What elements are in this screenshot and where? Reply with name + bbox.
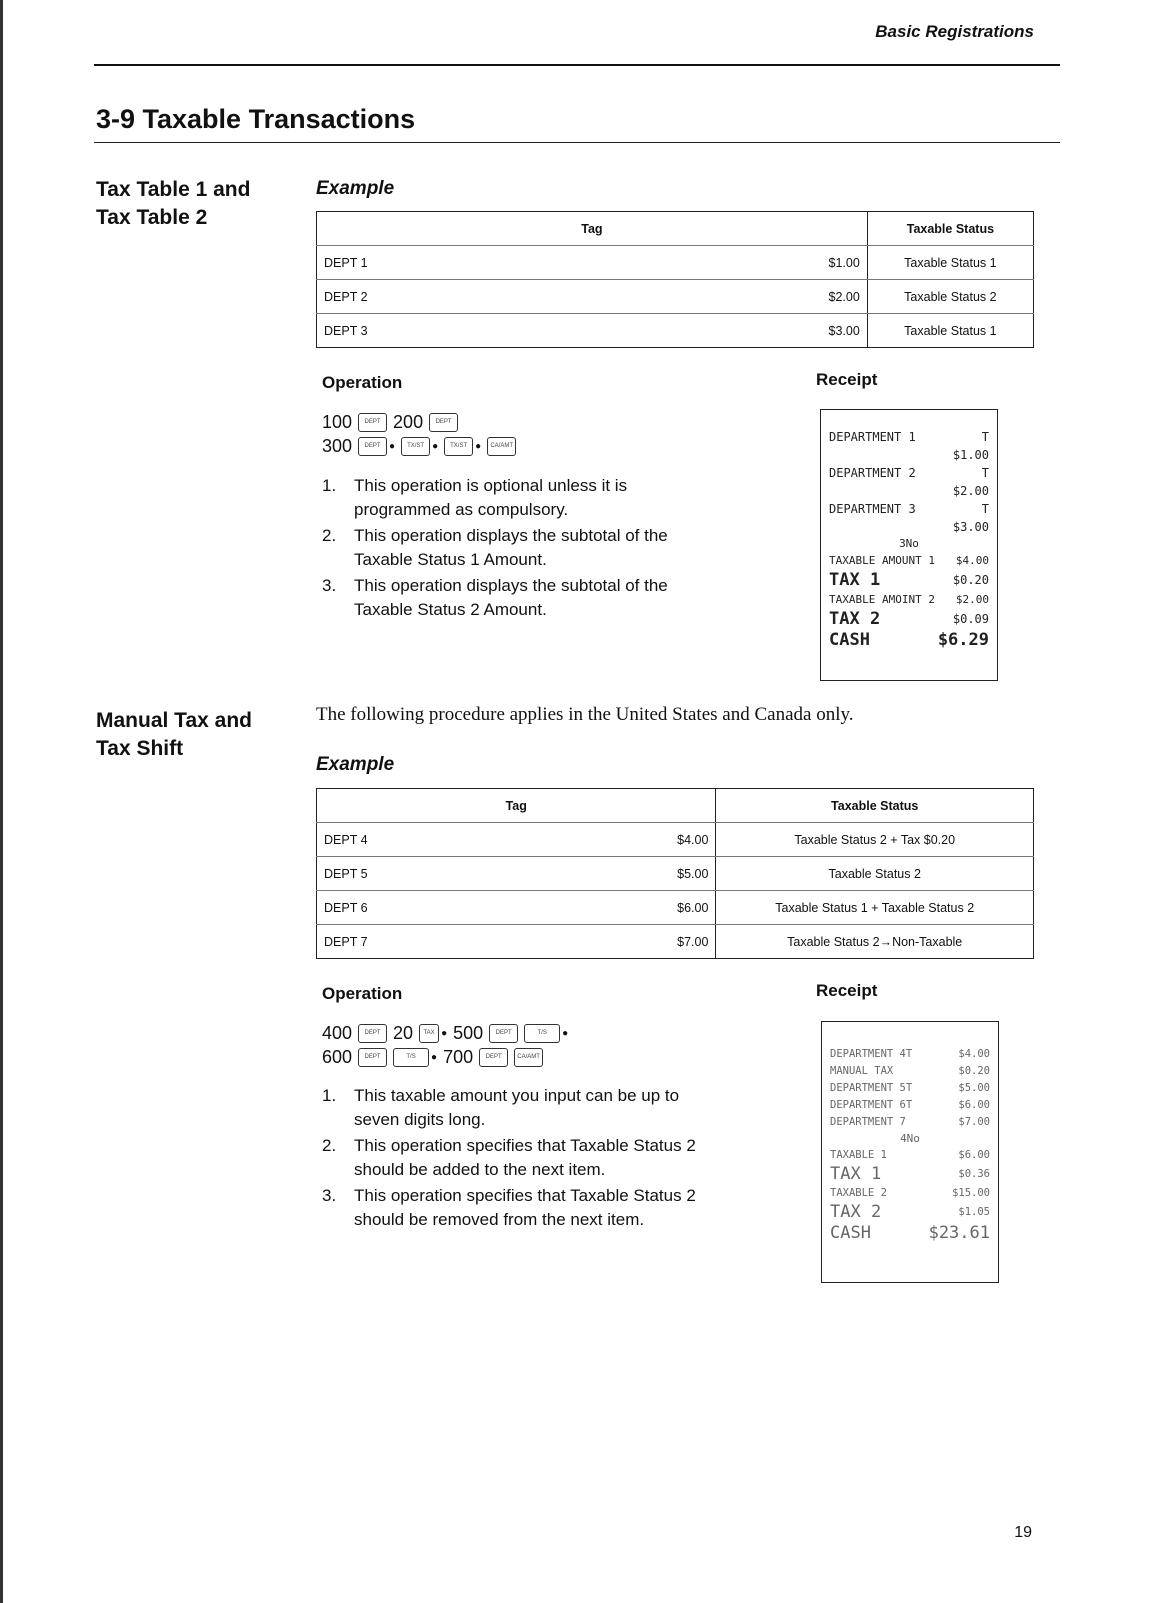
operation-line (322, 410, 516, 434)
dept-key-icon: DEPT (358, 1048, 387, 1067)
tax-key-icon: TAX (419, 1024, 439, 1043)
amount-cell: $3.00 (828, 323, 860, 338)
dept-key-icon: DEPT (358, 413, 387, 432)
receipt-text: TAX 2 (829, 609, 881, 629)
dept-cell: DEPT 7 (324, 934, 368, 949)
status-cell: Taxable Status 1 (867, 246, 1033, 280)
note-item (322, 1134, 702, 1182)
amount-cell: $5.00 (540, 857, 716, 891)
amount-entry: 300 (322, 435, 353, 456)
page-number: 19 (1014, 1524, 1032, 1541)
receipt-line (829, 428, 989, 446)
col-header-status: Taxable Status (867, 212, 1033, 246)
note-marker-2: ● (562, 1027, 569, 1039)
receipt-line (830, 1080, 990, 1097)
receipt (821, 1021, 999, 1283)
dept-cell: DEPT 6 (317, 891, 540, 925)
receipt (820, 409, 998, 681)
side-heading-line: Tax Shift (96, 737, 184, 760)
receipt-line (830, 1147, 990, 1164)
dept-key-icon: DEPT (358, 437, 387, 456)
table-row (317, 925, 1034, 959)
receipt-text: TAX 1 (829, 570, 881, 590)
note-marker-1: ● (441, 1027, 448, 1039)
receipt-line (830, 1185, 990, 1202)
note-number: 1. (322, 1086, 337, 1105)
receipt-text: DEPARTMENT 4T (830, 1048, 913, 1060)
dept-cell: DEPT 4 (317, 823, 540, 857)
tax-subtotal-key-icon: TX/ST (401, 437, 430, 456)
receipt-amount: $6.29 (937, 630, 989, 650)
table-row (317, 314, 1034, 348)
receipt-amount: $23.61 (928, 1223, 990, 1243)
note-number: 1. (322, 476, 337, 495)
operation-keys (322, 1021, 568, 1069)
receipt-line (829, 482, 989, 500)
receipt-text: DEPARTMENT 6T (830, 1099, 913, 1111)
dept-key-icon: DEPT (479, 1048, 508, 1067)
receipt-amount: $5.00 (958, 1082, 990, 1094)
receipt-line (830, 1164, 990, 1185)
amount-cell: $1.00 (624, 246, 867, 280)
intro-text: The following procedure applies in the United States and Canada only. (316, 704, 854, 725)
side-heading-line: Tax Table 1 and (96, 178, 251, 201)
receipt-line (830, 1202, 990, 1223)
receipt-line (830, 1063, 990, 1080)
note-text: This operation displays the subtotal of the Taxable Status 1 Amount. (354, 526, 668, 569)
receipt-line (829, 518, 989, 536)
notes-list (322, 1084, 702, 1234)
note-item (322, 524, 692, 572)
amount-cell: $6.00 (540, 891, 716, 925)
tax-shift-key-icon: T/S (393, 1048, 429, 1067)
receipt-amount: $3.00 (952, 520, 989, 534)
table-row (317, 857, 1034, 891)
receipt-text: TAX 1 (830, 1164, 882, 1184)
amount-entry: 500 (453, 1022, 484, 1043)
receipt-line (829, 446, 989, 464)
dept-key-icon: DEPT (429, 413, 458, 432)
example-label: Example (316, 178, 395, 199)
col-header-status: Taxable Status (716, 789, 1034, 823)
receipt-amount: $2.00 (955, 593, 989, 606)
status-cell: Taxable Status 2 + Tax $0.20 (716, 823, 1034, 857)
receipt-text: TAXABLE AMOUNT 1 (829, 554, 935, 567)
item-count: 3No (899, 537, 919, 550)
operation-keys (322, 410, 516, 458)
section-title: 3-9 Taxable Transactions (96, 104, 416, 134)
receipt-text: CASH (829, 630, 870, 650)
example-label: Example (316, 754, 395, 775)
side-heading-manual-tax (96, 707, 296, 763)
cash-key-icon: CA/AMT (514, 1048, 543, 1067)
amount-entry: 200 (393, 411, 424, 432)
status-cell: Taxable Status 1 (867, 314, 1033, 348)
receipt-amount: $6.00 (958, 1149, 990, 1161)
receipt-line (829, 570, 989, 591)
amount-cell: $4.00 (540, 823, 716, 857)
receipt-amount: $1.00 (952, 448, 989, 462)
amount-cell: $2.00 (624, 280, 867, 314)
operation-label: Operation (322, 984, 403, 1003)
note-item (322, 474, 692, 522)
receipt-amount: $7.00 (958, 1116, 990, 1128)
dept-key-icon: DEPT (489, 1024, 518, 1043)
running-head: Basic Registrations (875, 22, 1034, 41)
status-cell: Taxable Status 1 + Taxable Status 2 (716, 891, 1034, 925)
amount-entry: 600 (322, 1046, 353, 1067)
item-count: 4No (900, 1132, 920, 1145)
note-number: 2. (322, 526, 337, 545)
receipt-text: TAXABLE 1 (830, 1149, 887, 1161)
note-number: 2. (322, 1136, 337, 1155)
receipt-text: DEPARTMENT 5T (830, 1082, 913, 1094)
note-text: This operation displays the subtotal of the Taxable Status 2 Amount. (354, 576, 668, 619)
page-edge (0, 0, 3, 1603)
operation-label: Operation (322, 373, 403, 392)
receipt-line (830, 1097, 990, 1114)
receipt-line (829, 500, 989, 518)
dept-cell: DEPT 3 (324, 323, 368, 338)
receipt-line (829, 591, 989, 609)
table-row (317, 891, 1034, 925)
receipt-text: DEPARTMENT 2 (829, 466, 916, 480)
note-text: This operation specifies that Taxable Status 2 should be removed from the next item. (354, 1186, 696, 1229)
receipt-line (830, 1223, 990, 1244)
taxable-mark: T (981, 502, 989, 516)
amount-cell: $7.00 (677, 934, 709, 949)
notes-list (322, 474, 692, 624)
status-cell: Taxable Status 2→Non-Taxable (716, 925, 1034, 959)
receipt-text: TAX 2 (830, 1202, 882, 1222)
table-row (317, 823, 1034, 857)
col-header-tag: Tag (317, 212, 868, 246)
note-marker-2: ● (432, 440, 439, 452)
amount-entry: 700 (443, 1046, 474, 1067)
note-marker-1: ● (389, 440, 396, 452)
dept-cell: DEPT 1 (317, 246, 625, 280)
tax-shift-key-icon: T/S (524, 1024, 560, 1043)
status-cell: Taxable Status 2 (716, 857, 1034, 891)
receipt-amount: $0.20 (958, 1065, 990, 1077)
title-rule (94, 142, 1060, 143)
note-number: 3. (322, 576, 337, 595)
col-header-tag: Tag (317, 789, 716, 823)
receipt-text: DEPARTMENT 1 (829, 430, 916, 444)
tax-subtotal-key-icon: TX/ST (444, 437, 473, 456)
note-marker-3: ● (431, 1051, 438, 1063)
note-item (322, 574, 692, 622)
status-cell: Taxable Status 2 (867, 280, 1033, 314)
table-row (317, 280, 1034, 314)
note-text: This operation is optional unless it is programmed as compulsory. (354, 476, 628, 519)
taxable-mark: T (981, 466, 989, 480)
table-row (317, 246, 1034, 280)
receipt-text: CASH (830, 1223, 871, 1243)
side-heading-line: Tax Table 2 (96, 206, 208, 229)
receipt-amount: $4.00 (958, 1048, 990, 1060)
receipt-text: TAXABLE 2 (830, 1187, 887, 1199)
amount-entry: 20 (393, 1022, 414, 1043)
example-table (316, 788, 1034, 959)
receipt-text: TAXABLE AMOINT 2 (829, 593, 935, 606)
receipt-text: DEPARTMENT 7 (830, 1116, 906, 1128)
note-text: This taxable amount you input can be up to seven digits long. (354, 1086, 680, 1129)
receipt-line (830, 1114, 990, 1131)
receipt-line (829, 630, 989, 651)
note-text: This operation specifies that Taxable Status 2 should be added to the next item. (354, 1136, 696, 1179)
operation-line (322, 1045, 568, 1069)
receipt-label: Receipt (816, 981, 878, 1000)
side-heading-line: Manual Tax and (96, 709, 252, 732)
receipt-amount: $0.20 (952, 573, 989, 587)
receipt-amount: $2.00 (952, 484, 989, 498)
receipt-amount: $6.00 (958, 1099, 990, 1111)
side-heading-tax-table (96, 176, 296, 232)
receipt-text: DEPARTMENT 3 (829, 502, 916, 516)
receipt-label: Receipt (816, 370, 878, 389)
receipt-line (830, 1046, 990, 1063)
dept-cell: DEPT 5 (317, 857, 540, 891)
note-marker-3: ● (475, 440, 482, 452)
operation-line (322, 434, 516, 458)
amount-entry: 100 (322, 411, 353, 432)
receipt-line (829, 552, 989, 570)
receipt-line (829, 609, 989, 630)
note-number: 3. (322, 1186, 337, 1205)
receipt-amount: $0.09 (952, 612, 989, 626)
receipt-line (829, 464, 989, 482)
receipt-amount: $0.36 (958, 1168, 990, 1180)
dept-cell: DEPT 2 (317, 280, 625, 314)
header-rule (94, 64, 1060, 66)
operation-line (322, 1021, 568, 1045)
receipt-amount: $4.00 (955, 554, 989, 567)
receipt-amount: $1.05 (958, 1206, 990, 1218)
dept-key-icon: DEPT (358, 1024, 387, 1043)
cash-key-icon: CA/AMT (487, 437, 516, 456)
taxable-mark: T (981, 430, 989, 444)
note-item (322, 1084, 702, 1132)
note-item (322, 1184, 702, 1232)
example-table (316, 211, 1034, 348)
receipt-amount: $15.00 (952, 1187, 990, 1199)
receipt-text: MANUAL TAX (830, 1065, 894, 1077)
amount-entry: 400 (322, 1022, 353, 1043)
